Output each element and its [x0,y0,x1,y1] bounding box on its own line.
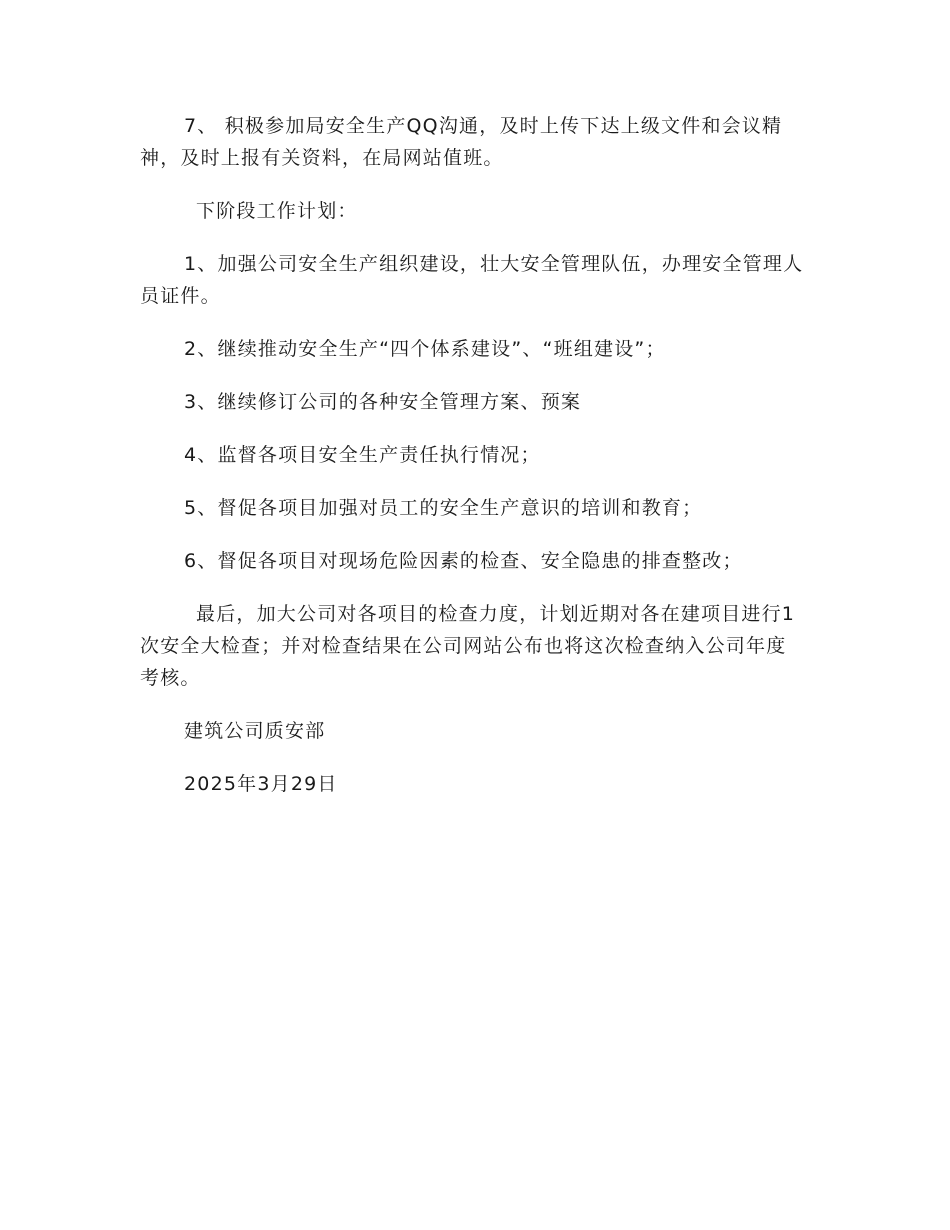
plan-item-5: 5、督促各项目加强对员工的安全生产意识的培训和教育； [184,497,703,519]
plan-item-6: 6、督促各项目对现场危险因素的检查、安全隐患的排查整改； [184,550,743,572]
plan-item-4: 4、监督各项目安全生产责任执行情况； [184,444,541,466]
department-signature: 建筑公司质安部 [184,720,326,742]
plan-item-2: 2、继续推动安全生产“四个体系建设”、“班组建设”； [184,338,666,360]
next-phase-plan-heading: 下阶段工作计划： [196,200,358,222]
document-date: 2025年3月29日 [184,773,338,795]
plan-item-1: 1、加强公司安全生产组织建设，壮大安全管理队伍，办理安全管理人员证件。 [140,253,804,307]
closing-paragraph: 最后，加大公司对各项目的检查力度，计划近期对各在建项目进行1次安全大检查；并对检查结果在公司网站公布也将这次检查纳入公司年度考核。 [140,603,796,689]
paragraph-item-7: 7、 积极参加局安全生产QQ沟通，及时上传下达上级文件和会议精神，及时上报有关资料，在局网站值班。 [140,115,783,169]
plan-item-3: 3、继续修订公司的各种安全管理方案、预案 [184,391,582,413]
document-body [140,110,805,821]
